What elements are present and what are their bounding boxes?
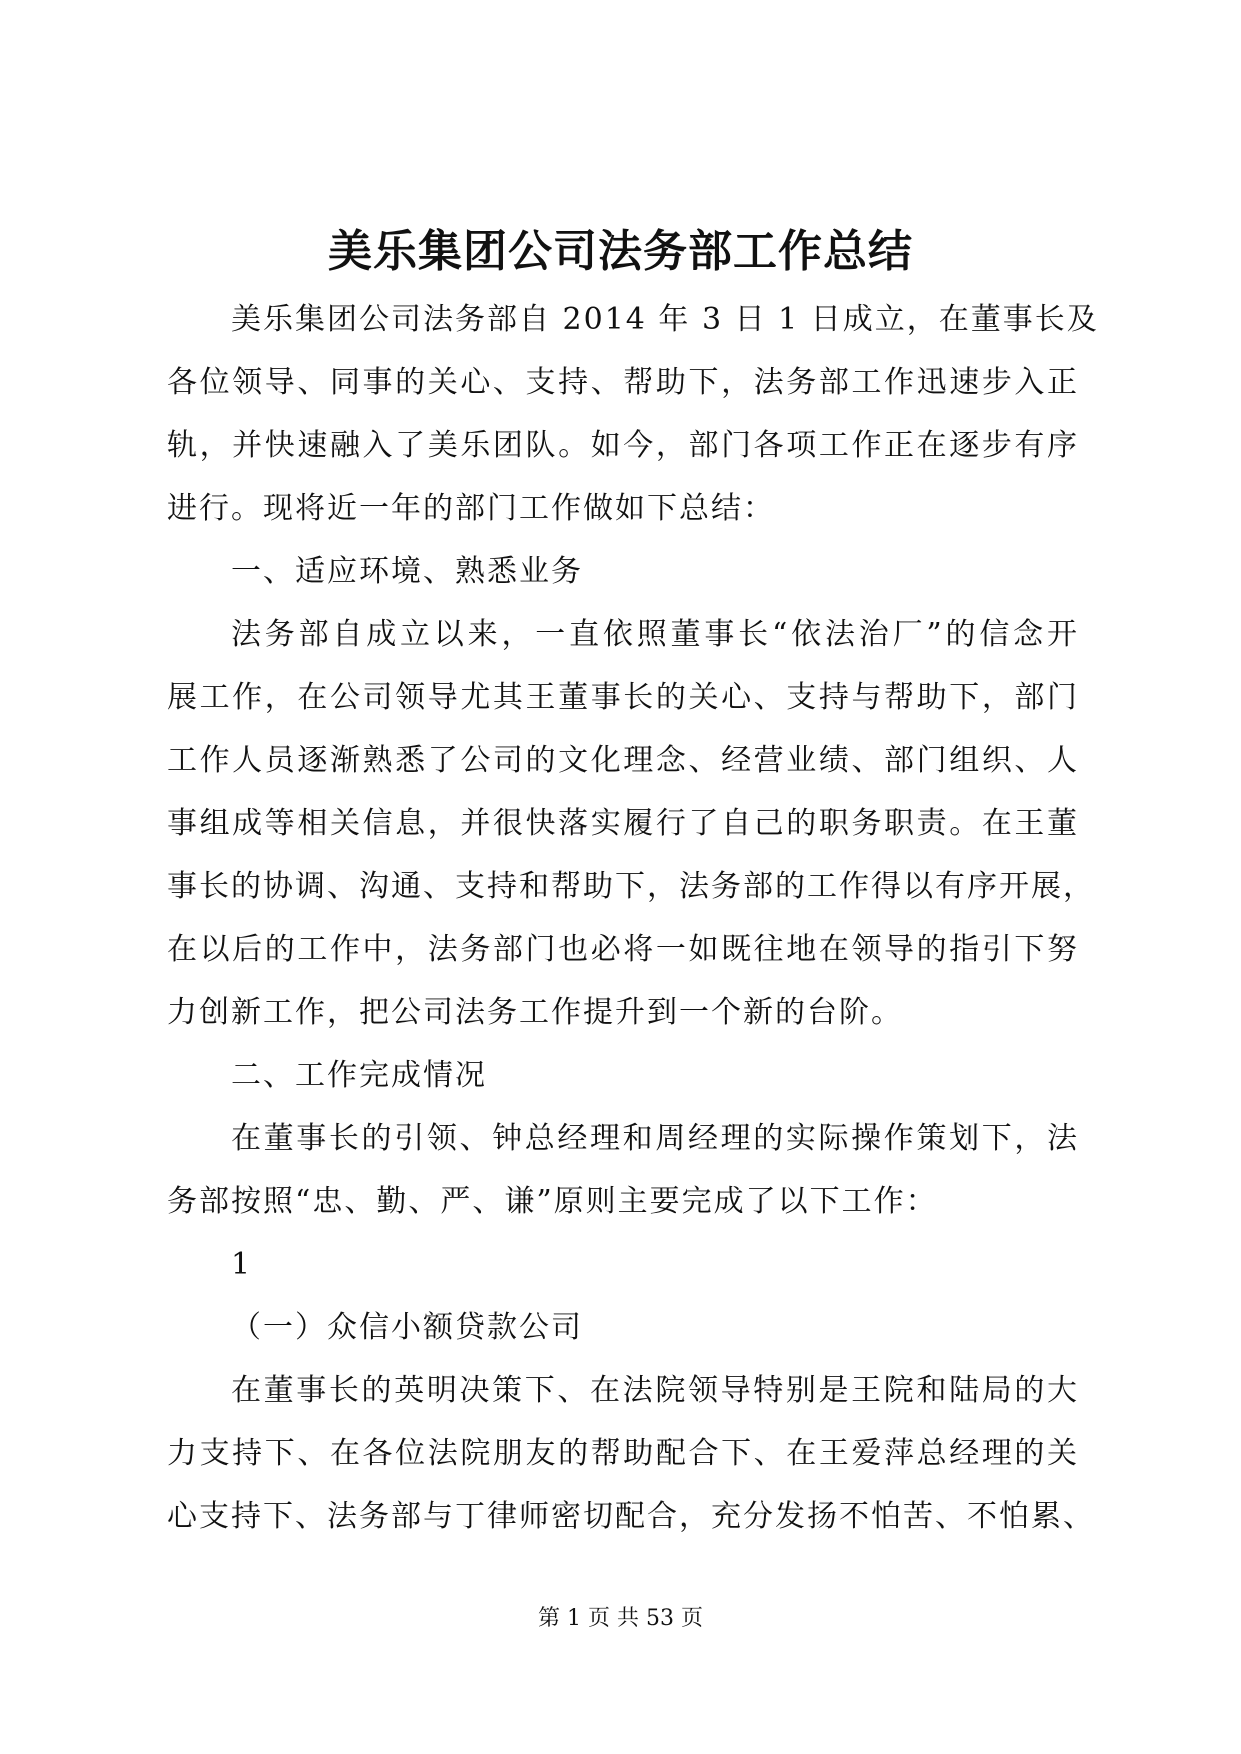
paragraph xyxy=(167,1359,1095,1548)
paragraph xyxy=(167,1107,1079,1233)
text-line: 法务部自成立以来，一直依照董事长“依法治厂”的信念开 xyxy=(231,617,1079,652)
text-line: 力支持下、在各位法院朋友的帮助配合下、在王爱萍总经理的关 xyxy=(167,1436,1079,1471)
paragraph xyxy=(167,288,1099,540)
text-line: 一、适应环境、熟悉业务 xyxy=(231,554,583,589)
text-line: 进行。现将近一年的部门工作做如下总结： xyxy=(167,491,775,526)
document-body xyxy=(167,288,1099,1548)
text-line: 事长的协调、沟通、支持和帮助下，法务部的工作得以有序开展， xyxy=(167,869,1095,904)
text-line: 务部按照“忠、勤、严、谦”原则主要完成了以下工作： xyxy=(167,1184,938,1219)
paragraph xyxy=(167,1296,1079,1359)
paragraph xyxy=(167,603,1095,1044)
text-line: 美乐集团公司法务部自 2014 年 3 日 1 日成立，在董事长及 xyxy=(231,302,1099,337)
text-line: 1 xyxy=(231,1247,253,1282)
text-line: 二、工作完成情况 xyxy=(231,1058,487,1093)
text-line: 事组成等相关信息，并很快落实履行了自己的职务职责。在王董 xyxy=(167,806,1079,841)
text-line: 工作人员逐渐熟悉了公司的文化理念、经营业绩、部门组织、人 xyxy=(167,743,1079,778)
text-line: 在董事长的英明决策下、在法院领导特别是王院和陆局的大 xyxy=(231,1373,1079,1408)
text-line: 各位领导、同事的关心、支持、帮助下，法务部工作迅速步入正 xyxy=(167,365,1079,400)
document-title: 美乐集团公司法务部工作总结 xyxy=(328,226,913,277)
page-number-footer: 第 1 页 共 53 页 xyxy=(538,1606,703,1631)
paragraph xyxy=(167,1044,1079,1107)
paragraph xyxy=(167,1233,1079,1296)
paragraph xyxy=(167,540,1079,603)
text-line: 心支持下、法务部与丁律师密切配合，充分发扬不怕苦、不怕累、 xyxy=(167,1499,1095,1534)
text-line: 力创新工作，把公司法务工作提升到一个新的台阶。 xyxy=(167,995,903,1030)
text-line: 轨，并快速融入了美乐团队。如今，部门各项工作正在逐步有序 xyxy=(167,428,1079,463)
text-line: （一）众信小额贷款公司 xyxy=(231,1310,583,1345)
text-line: 在以后的工作中，法务部门也必将一如既往地在领导的指引下努 xyxy=(167,932,1079,967)
text-line: 在董事长的引领、钟总经理和周经理的实际操作策划下，法 xyxy=(231,1121,1079,1156)
text-line: 展工作，在公司领导尤其王董事长的关心、支持与帮助下，部门 xyxy=(167,680,1079,715)
